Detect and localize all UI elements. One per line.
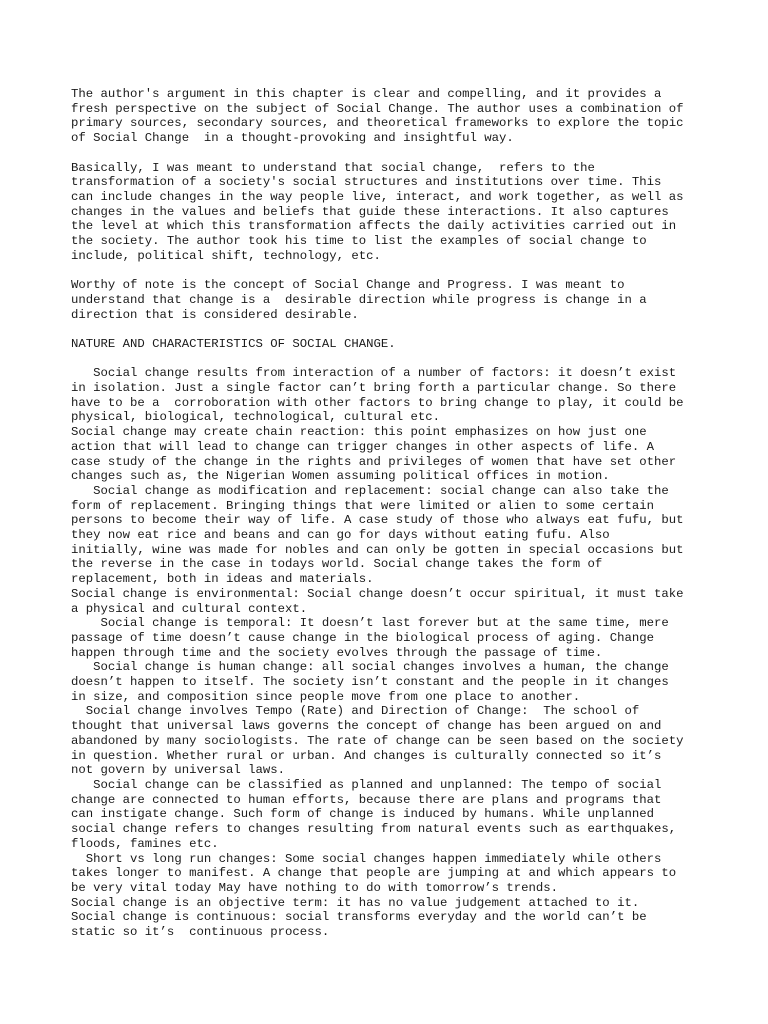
section-heading: NATURE AND CHARACTERISTICS OF SOCIAL CHANGE. [71, 336, 396, 351]
paragraph-spacer [71, 352, 711, 367]
paragraph-spacer [71, 263, 711, 278]
paragraph-change-and-progress: Worthy of note is the concept of Social Change and Progress. I was meant to understand that change is a desirable direction while progress is change in a direction that is considered desirable. [71, 278, 647, 322]
paragraph-characteristics-list: Social change results from interaction of a number of factors: it doesn’t exist in isolation. Just a single factor can’t bring forth a particular change. So there have to be a corroboration with other factors to bring change to play, it could be physical, biological, technological, cultural etc. Social change may create chain reaction: this point emphasizes on how just one action that will lead to change can trigger changes in other aspects of life. A case study of the change in the rights and privileges of women that have set other changes such as, the Nigerian Women assuming political offices in motion. Social change as modification and replacement: social change can also take the form of replacement. Bringing things that were limited or alien to some certain persons to become their way of life. A case study of those who always eat fufu, but they now eat rice and beans and can go for days without eating fufu. Also initially, wine was made for nobles and can only be gotten in special occasions but the reverse in the case in todays world. Social change takes the form of replacement, both in ideas and materials. Social change is environmental: Social change doesn’t occur spiritual, it must take a physical and cultural context. Social change is temporal: It doesn’t last forever but at the same time, mere passage of time doesn’t cause change in the biological process of aging. Change happen through time and the society evolves through the passage of time. Social change is human change: all social changes involves a human, the change doesn’t happen to itself. The society isn’t constant and the people in it changes in size, and composition since people move from one place to another. Social change involves Tempo (Rate) and Direction of Change: The school of thought that universal laws governs the concept of change has been argued on and abandoned by many sociologists. The rate of change can be seen based on the society in question. Whether rural or urban. And changes is culturally connected so it’s not govern by universal laws. Social change can be classified as planned and unplanned: The tempo of social change are connected to human efforts, because there are plans and programs that can instigate change. Such form of change is induced by humans. While unplanned social change refers to changes resulting from natural events such as earthquakes, floods, famines etc. Short vs long run changes: Some social changes happen immediately while others takes longer to manifest. A change that people are jumping at and which appears to be very vital today May have nothing to do with tomorrow’s trends. Social change is an objective term: it has no value judgement attached to it. Social change is continuous: social transforms everyday and the world can’t be static so it’s continuous process. [71, 366, 684, 940]
paragraph-social-change-definition: Basically, I was meant to understand that social change, refers to the transformation of a society's social structures and institutions over time. This can include changes in the way people live, interact, and work together, as well as changes in the values and beliefs that guide these interactions. It also captures the level at which this transformation affects the daily activities carried out in the society. The author took his time to list the examples of social change to include, political shift, technology, etc. [71, 160, 684, 263]
paragraph-spacer [71, 146, 711, 161]
paragraph-author-argument: The author's argument in this chapter is clear and compelling, and it provides a fresh perspective on the subject of Social Change. The author uses a combination of primary sources, secondary sources, and theoretical frameworks to explore the topic of Social Change in a thought-provoking and insightful way. [71, 87, 684, 146]
document-body [71, 87, 711, 940]
paragraph-spacer [71, 322, 711, 337]
